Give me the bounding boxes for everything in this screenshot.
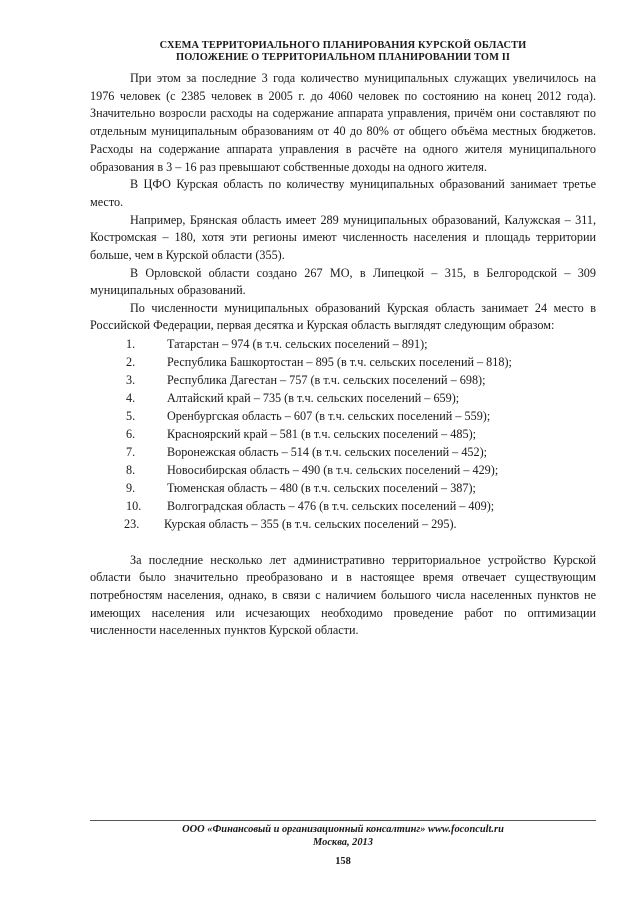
list-item-text: Татарстан – 974 (в т.ч. сельских поселений – 891);	[167, 336, 428, 351]
footer-company: ООО «Финансовый и организационный консалтинг» www.foconcult.ru	[182, 824, 504, 835]
list-item	[90, 461, 596, 479]
list-item-number: 5.	[126, 408, 136, 423]
list-item-text: Тюменская область – 480 (в т.ч. сельских поселений – 387);	[167, 481, 476, 496]
footer-divider	[90, 820, 596, 821]
list-item-number: 2.	[126, 354, 136, 369]
list-item-number: 7.	[126, 445, 136, 460]
list-item-number: 3.	[126, 372, 136, 387]
list-item	[90, 479, 596, 497]
document-header	[90, 40, 596, 64]
list-item-text: Воронежская область – 514 (в т.ч. сельских поселений – 452);	[167, 445, 488, 460]
paragraph-cfo-rank: В ЦФО Курская область по количеству муниципальных образований занимает третье место.	[90, 177, 596, 209]
paragraph-orel-region: В Орловской области создано 267 МО, в Липецкой – 315, в Белгородской – 309 муниципальных образований.	[90, 265, 596, 298]
list-item-text: Алтайский край – 735 (в т.ч. сельских поселений – 659);	[167, 390, 460, 405]
list-item	[90, 353, 596, 371]
list-item	[90, 407, 596, 425]
list-item-text: Красноярский край – 581 (в т.ч. сельских поселений – 485);	[167, 427, 477, 442]
list-item-number: 9.	[126, 481, 136, 496]
list-item	[90, 389, 596, 407]
list-item-number: 8.	[126, 463, 136, 478]
document-footer	[90, 823, 596, 849]
list-item-text: Новосибирская область – 490 (в т.ч. сельских поселений – 429);	[167, 463, 499, 478]
list-item-text: Оренбургская область – 607 (в т.ч. сельских поселений – 559);	[167, 408, 491, 423]
list-item-number: 4.	[126, 390, 136, 405]
page-number: 158	[335, 856, 351, 867]
paragraph-neighbors: Например, Брянская область имеет 289 муниципальных образований, Калужская – 311, Костромская – 180, хотя эти регионы имеют численность населения и площадь территории больше, чем в Курской области (355).	[90, 212, 596, 263]
document-body	[90, 70, 596, 640]
list-item-number: 10.	[126, 499, 142, 514]
list-item	[90, 335, 596, 353]
list-item	[90, 515, 596, 533]
list-item-number: 23.	[124, 517, 140, 532]
list-item-text: Волгоградская область – 476 (в т.ч. сельских поселений – 409);	[167, 499, 495, 514]
list-item-text: Республика Башкортостан – 895 (в т.ч. сельских поселений – 818);	[167, 354, 512, 369]
blank-line	[90, 534, 596, 552]
paragraph-employees: При этом за последние 3 года количество муниципальных служащих увеличилось на 1976 человек (с 2385 человек в 2005 г. до 4060 человек по состоянию на конец 2012 года). Значительно возросли расходы на содержание аппарата управления, причём они составляют по отдельным муниципальным образованиям от 40 до 80% от общего объёма местных бюджетов. Расходы на содержание аппарата управления в расчёте на одного жителя муниципального образования в 3 – 16 раз превышают собственные доходы на одного жителя.	[90, 71, 596, 174]
list-item	[90, 497, 596, 515]
header-subtitle: ПОЛОЖЕНИЕ О ТЕРРИТОРИАЛЬНОМ ПЛАНИРОВАНИИ ТОМ II	[176, 52, 510, 63]
ranking-list	[90, 335, 596, 534]
list-item	[90, 443, 596, 461]
footer-city-year: Москва, 2013	[313, 837, 373, 848]
list-item	[90, 371, 596, 389]
list-item-text: Курская область – 355 (в т.ч. сельских поселений – 295).	[164, 517, 457, 532]
header-title: СХЕМА ТЕРРИТОРИАЛЬНОГО ПЛАНИРОВАНИЯ КУРСКОЙ ОБЛАСТИ	[159, 40, 527, 51]
paragraph-rf-rank: По численности муниципальных образований Курская область занимает 24 место в Российской Федерации, первая десятка и Курская область выглядят следующим образом:	[90, 301, 596, 333]
list-item-number: 1.	[126, 336, 136, 351]
list-item-text: Республика Дагестан – 757 (в т.ч. сельских поселений – 698);	[167, 372, 486, 387]
list-item-number: 6.	[126, 427, 136, 442]
list-item	[90, 425, 596, 443]
paragraph-conclusion: За последние несколько лет административно территориальное устройство Курской области было значительно преобразовано и в настоящее время отвечает существующим потребностям населения, однако, в связи с наличием большого числа населенных пунктов не имеющих населения или исчезающих необходимо проведение работ по оптимизации численности населенных пунктов Курской области.	[90, 552, 596, 638]
